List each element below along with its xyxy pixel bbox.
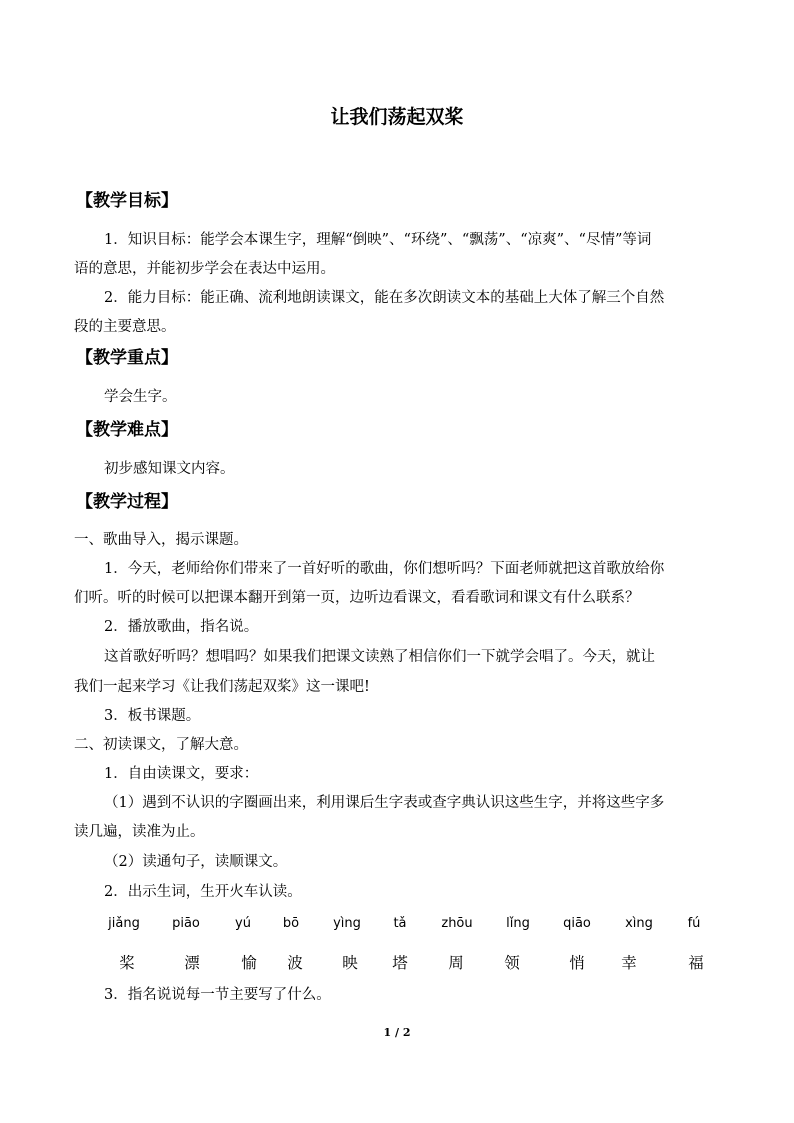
part-2-step-2: 2．出示生词，生开火车认读。 [104,884,302,900]
page-number: 1 / 2 [383,1026,411,1039]
vocab-pinyin: tǎ [393,916,407,931]
vocab-char: 福 [688,954,704,972]
vocab-pinyin: yìng [333,916,361,931]
part-1-step-1-line-1: 1．今天，老师给你们带来了一首好听的歌曲，你们想听吗？下面老师就把这首歌放给你 [104,561,665,577]
vocab-pinyin: yú [235,916,251,931]
vocab-char-row [0,951,794,975]
vocab-char: 悄 [569,954,585,972]
vocab-char: 波 [287,954,303,972]
vocab-pinyin: piāo [172,916,200,931]
teaching-goals-heading: 【教学目标】 [76,191,178,211]
part-1-step-2-text-line-2: 我们一起来学习《让我们荡起双桨》这一课吧! [74,679,370,695]
goal-1-line-2: 语的意思，并能初步学会在表达中运用。 [74,261,335,277]
vocab-char: 桨 [119,954,135,972]
difficulty-text: 初步感知课文内容。 [104,461,235,477]
vocab-pinyin: jiǎng [108,916,140,931]
goal-1-line-1: 1．知识目标：能学会本课生字，理解“倒映”、“环绕”、“飘荡”、“凉爽”、“尽情”等词 [104,232,652,248]
part-2-step-1-req-2: （2）读通句子，读顺课文。 [104,854,288,870]
part-1-step-3: 3．板书课题。 [104,708,201,724]
part-2-step-3: 3．指名说说每一节主要写了什么。 [104,987,331,1003]
part-2-step-1-req-1-line-1: （1）遇到不认识的字圈画出来，利用课后生字表或查字典认识这些生字，并将这些字多 [104,795,665,811]
process-heading: 【教学过程】 [76,492,178,512]
vocab-char: 幸 [621,954,637,972]
vocab-pinyin: xìng [625,916,653,931]
vocab-pinyin: zhōu [441,916,473,931]
vocab-char: 映 [342,954,358,972]
part-1-heading: 一、歌曲导入，揭示课题。 [74,532,248,548]
goal-2-line-1: 2．能力目标：能正确、流利地朗读课文，能在多次朗读文本的基础上大体了解三个自然 [104,290,665,306]
part-2-heading: 二、初读课文，了解大意。 [74,737,248,753]
part-2-step-1: 1．自由读课文，要求： [104,766,259,782]
part-1-step-2: 2．播放歌曲，指名说。 [104,619,259,635]
vocab-char: 周 [448,954,464,972]
part-1-step-1-line-2: 们听。听的时候可以把课本翻开到第一页，边听边看课文，看看歌词和课文有什么联系？ [74,590,640,606]
key-points-heading: 【教学重点】 [76,348,178,368]
vocab-pinyin: qiāo [563,916,591,931]
vocab-char: 塔 [392,954,408,972]
goal-2-line-2: 段的主要意思。 [74,319,176,335]
vocab-pinyin: fú [687,916,701,931]
difficulty-heading: 【教学难点】 [76,420,178,440]
vocab-char: 漂 [184,954,200,972]
vocab-pinyin: lǐng [506,916,530,931]
page-title: 让我们荡起双桨 [330,106,464,128]
vocab-pinyin: bō [282,916,300,931]
vocab-char: 领 [504,954,520,972]
key-points-text: 学会生字。 [104,389,177,405]
part-2-step-1-req-1-line-2: 读几遍，读准为止。 [74,824,205,840]
vocab-pinyin-row [0,912,794,936]
part-1-step-2-text-line-1: 这首歌好听吗？想唱吗？如果我们把课文读熟了相信你们一下就学会唱了。今天，就让 [104,649,655,665]
vocab-char: 愉 [241,954,257,972]
